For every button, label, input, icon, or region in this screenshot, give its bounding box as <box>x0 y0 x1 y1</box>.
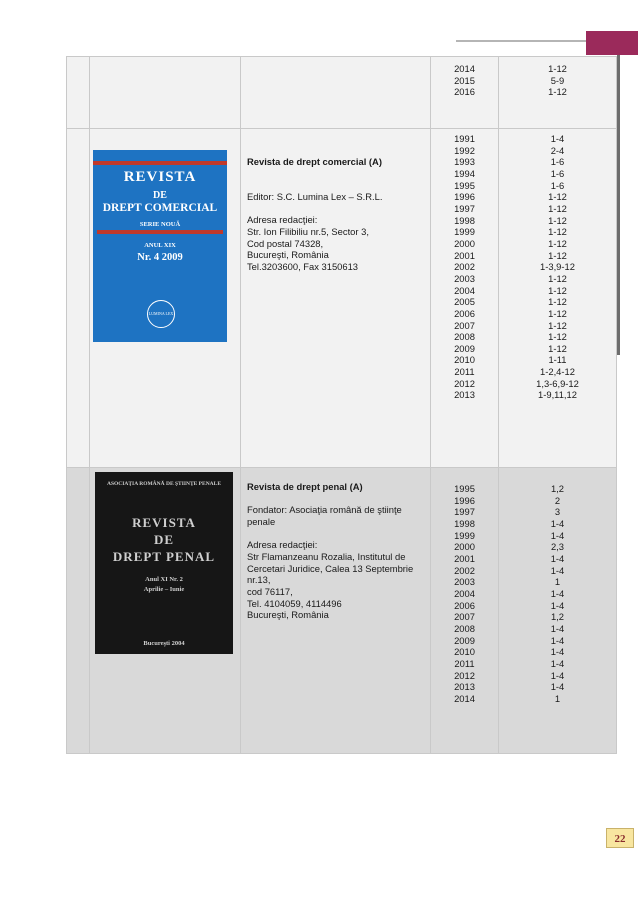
issue: 2-4 <box>550 144 565 156</box>
year: 2007 <box>454 611 475 623</box>
issue: 2 <box>554 494 561 506</box>
issue: 1-11 <box>548 354 567 366</box>
year: 2010 <box>454 354 475 366</box>
year: 2014 <box>454 63 475 74</box>
issue: 1,2 <box>550 483 565 494</box>
book-cover-drept-penal <box>95 472 233 654</box>
issue: 1-4 <box>550 681 565 693</box>
issue: 1-6 <box>550 179 565 191</box>
issue: 1-12 <box>548 284 567 296</box>
issue: 1-12 <box>548 214 567 226</box>
cover-text: DREPT PENAL <box>112 549 216 564</box>
cover-text: Anul XI Nr. 2 <box>145 576 183 583</box>
cover-text: DREPT COMERCIAL <box>102 202 218 214</box>
year: 1999 <box>454 226 475 238</box>
issue: 1-12 <box>548 307 567 319</box>
year: 1998 <box>454 517 475 529</box>
issue: 2,3 <box>550 541 565 553</box>
publisher-logo-icon: LUMINA LEX <box>147 300 175 328</box>
year: 2006 <box>454 599 475 611</box>
detail-line: Adresa redacţiei: <box>247 214 318 226</box>
year: 2002 <box>454 261 475 273</box>
year: 1995 <box>454 179 475 191</box>
year: 2002 <box>454 564 475 576</box>
issue: 1-4 <box>550 634 565 646</box>
issue: 1-12 <box>548 202 567 214</box>
year: 2009 <box>454 634 475 646</box>
issue: 1-12 <box>548 191 567 203</box>
years-cell <box>431 129 499 468</box>
year: 2007 <box>454 319 475 331</box>
table-row <box>67 468 617 754</box>
detail-line: nr.13, <box>247 574 271 586</box>
year: 1996 <box>454 191 475 203</box>
issue: 1-4 <box>550 552 565 564</box>
detail-line: Bucureşti, România <box>247 609 329 621</box>
margin-rule <box>617 55 620 355</box>
year: 1995 <box>454 483 475 494</box>
issue: 1-6 <box>550 167 565 179</box>
cover-text: REVISTA <box>132 515 196 530</box>
journal-title: Revista de drept comercial (A) <box>247 156 382 167</box>
cover-cell <box>90 129 241 468</box>
year: 1998 <box>454 214 475 226</box>
detail-line: Tel. 4104059, 4114496 <box>247 597 342 609</box>
index-cell <box>67 468 90 754</box>
year: 2014 <box>454 692 475 704</box>
detail-line: Bucureşti, România <box>247 249 329 261</box>
info-cell <box>241 57 431 129</box>
year: 2013 <box>454 389 475 401</box>
issue: 1-9,11,12 <box>538 389 577 401</box>
issue: 1-4 <box>550 517 565 529</box>
issue: 1-4 <box>550 529 565 541</box>
detail-line: Cercetari Juridice, Calea 13 Septembrie <box>247 562 414 574</box>
issue: 1-12 <box>548 226 567 238</box>
issue: 1-12 <box>548 296 567 308</box>
year: 1999 <box>454 529 475 541</box>
issue: 1-12 <box>548 319 567 331</box>
issues-cell <box>499 468 617 754</box>
cover-text: SERIE NOUĂ <box>139 221 181 228</box>
issue: 1-12 <box>548 249 567 261</box>
year: 2015 <box>454 74 475 86</box>
year: 2000 <box>454 541 475 553</box>
editor-line: Editor: S.C. Lumina Lex – S.R.L. <box>247 190 383 202</box>
issue: 1-4 <box>550 669 565 681</box>
year: 2003 <box>454 576 475 588</box>
issue: 1-3,9-12 <box>540 261 575 273</box>
cover-text: Bucureşti 2004 <box>143 640 185 647</box>
issue: 1 <box>554 692 561 704</box>
detail-line: Tel.3203600, Fax 3150613 <box>247 260 359 272</box>
year: 2004 <box>454 284 475 296</box>
issue: 1-12 <box>548 86 567 98</box>
issue: 1,3-6,9-12 <box>536 377 579 389</box>
year: 2008 <box>454 622 475 634</box>
issue: 1-12 <box>548 63 567 74</box>
year: 1992 <box>454 144 475 156</box>
header-accent-block <box>586 31 638 55</box>
cover-text: DE <box>153 532 175 547</box>
page-number: 22 <box>606 828 634 848</box>
cover-text: Aprilie – Iunie <box>143 586 185 593</box>
year: 2000 <box>454 237 475 249</box>
issue: 1-12 <box>548 331 567 343</box>
issue: 5-9 <box>550 74 565 86</box>
detail-line: Str. Ion Filibiliu nr.5, Sector 3, <box>247 225 369 237</box>
table-row <box>67 57 617 129</box>
detail-line: cod 76117, <box>247 585 293 597</box>
year: 2011 <box>454 657 475 669</box>
years-cell <box>431 468 499 754</box>
issue: 1-4 <box>550 657 565 669</box>
year: 2001 <box>454 249 475 261</box>
detail-line: penale <box>247 515 276 527</box>
journal-title: Revista de drept penal (A) <box>247 481 363 492</box>
year: 2012 <box>454 377 475 389</box>
year: 2008 <box>454 331 475 343</box>
issue: 1-4 <box>550 587 565 599</box>
issue: 1-12 <box>548 342 567 354</box>
year: 1993 <box>454 156 475 168</box>
issue: 1,2 <box>550 611 565 623</box>
issue: 1-4 <box>550 133 565 144</box>
cover-text: REVISTA <box>123 169 197 185</box>
issue: 1-4 <box>550 646 565 658</box>
year: 2006 <box>454 307 475 319</box>
issues-cell <box>499 57 617 129</box>
issue: 1-6 <box>550 156 565 168</box>
year: 2004 <box>454 587 475 599</box>
issue: 1-4 <box>550 564 565 576</box>
table-row <box>67 129 617 468</box>
year: 1997 <box>454 506 475 518</box>
cover-text: ANUL XIX <box>144 242 176 249</box>
year: 2005 <box>454 296 475 308</box>
issue: 1-4 <box>550 622 565 634</box>
cover-text: Nr. 4 2009 <box>137 252 183 263</box>
issue: 1-4 <box>550 599 565 611</box>
detail-line: Adresa redacţiei: <box>247 539 318 551</box>
issue: 1 <box>554 576 561 588</box>
index-cell <box>67 129 90 468</box>
year: 2010 <box>454 646 475 658</box>
year: 2012 <box>454 669 475 681</box>
issue: 1-12 <box>548 272 567 284</box>
detail-line: Str Flamanzeanu Rozalia, Institutul de <box>247 550 406 562</box>
issues-cell <box>499 129 617 468</box>
years-cell <box>431 57 499 129</box>
year: 1991 <box>454 133 475 144</box>
year: 1994 <box>454 167 475 179</box>
cover-cell <box>90 468 241 754</box>
year: 1996 <box>454 494 475 506</box>
issue: 1-2,4-12 <box>540 366 575 378</box>
detail-line: Fondator: Asociaţia română de ştiinţe <box>247 504 402 516</box>
year: 2013 <box>454 681 475 693</box>
cover-cell <box>90 57 241 129</box>
year: 2001 <box>454 552 475 564</box>
cover-text: ASOCIAŢIA ROMÂNĂ DE ŞTIINŢE PENALE <box>107 481 221 487</box>
book-cover-drept-comercial <box>93 150 227 342</box>
year: 2003 <box>454 272 475 284</box>
issue: 3 <box>554 506 561 518</box>
issue: 1-12 <box>548 237 567 249</box>
year: 2009 <box>454 342 475 354</box>
year: 1997 <box>454 202 475 214</box>
year: 2016 <box>454 86 475 98</box>
year: 2011 <box>454 366 475 378</box>
info-cell <box>241 129 431 468</box>
detail-line: Cod postal 74328, <box>247 237 324 249</box>
index-cell <box>67 57 90 129</box>
info-cell <box>241 468 431 754</box>
cover-text: DE <box>153 190 167 201</box>
periodicals-table <box>66 56 617 754</box>
